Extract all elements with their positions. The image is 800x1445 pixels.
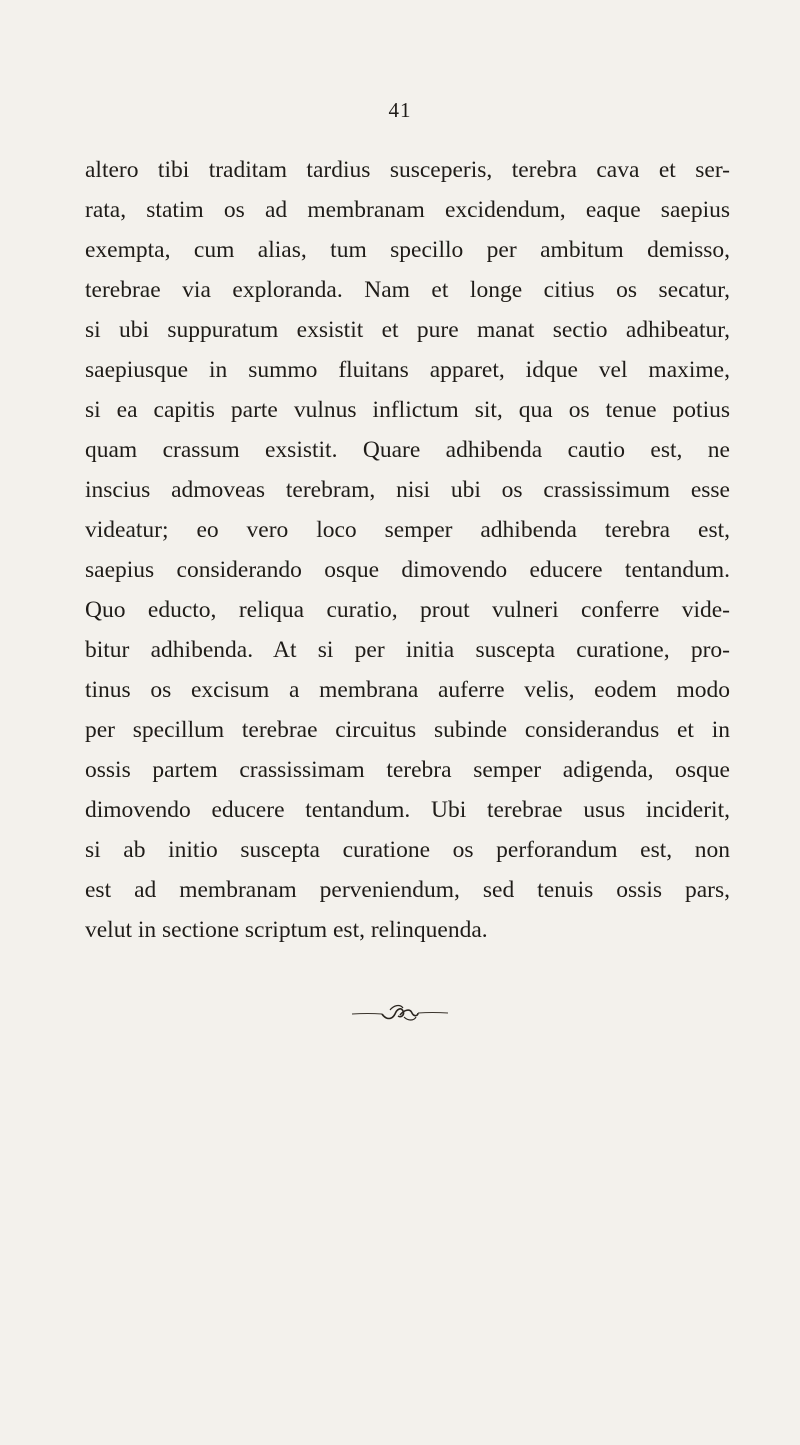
text-line: videatur; eo vero loco semper adhibenda terebra est, bbox=[85, 517, 730, 543]
text-line: Quo educto, reliqua curatio, prout vulneri conferre vide- bbox=[85, 597, 730, 623]
text-line: quam crassum exsistit. Quare adhibenda cautio est, ne bbox=[85, 437, 730, 463]
text-line: tinus os excisum a membrana auferre velis, eodem modo bbox=[85, 677, 730, 703]
text-line: altero tibi traditam tardius susceperis, terebra cava et ser- bbox=[85, 157, 730, 183]
text-line: si ea capitis parte vulnus inflictum sit, qua os tenue potius bbox=[85, 397, 730, 423]
text-line: terebrae via exploranda. Nam et longe citius os secatur, bbox=[85, 277, 730, 303]
text-line: ossis partem crassissimam terebra semper adigenda, osque bbox=[85, 757, 730, 783]
text-line: saepius considerando osque dimovendo educere tentandum. bbox=[85, 557, 730, 583]
text-line: per specillum terebrae circuitus subinde considerandus et in bbox=[85, 717, 730, 743]
text-line: rata, statim os ad membranam excidendum, eaque saepius bbox=[85, 197, 730, 223]
ornament-icon bbox=[348, 1002, 452, 1024]
page-number: 41 bbox=[388, 98, 412, 122]
text-line: si ab initio suscepta curatione os perforandum est, non bbox=[85, 837, 730, 863]
text-line: velut in sectione scriptum est, relinquenda. bbox=[85, 917, 488, 943]
text-line: inscius admoveas terebram, nisi ubi os crassissimum esse bbox=[85, 477, 730, 503]
text-line: bitur adhibenda. At si per initia suscepta curatione, pro- bbox=[85, 637, 730, 663]
text-line: exempta, cum alias, tum specillo per ambitum demisso, bbox=[85, 237, 730, 263]
text-line: si ubi suppuratum exsistit et pure manat sectio adhibeatur, bbox=[85, 317, 730, 343]
text-line: est ad membranam perveniendum, sed tenuis ossis pars, bbox=[85, 877, 730, 903]
body-paragraph bbox=[85, 150, 730, 950]
text-line: saepiusque in summo fluitans apparet, idque vel maxime, bbox=[85, 357, 730, 383]
text-line: dimovendo educere tentandum. Ubi terebrae usus inciderit, bbox=[85, 797, 730, 823]
